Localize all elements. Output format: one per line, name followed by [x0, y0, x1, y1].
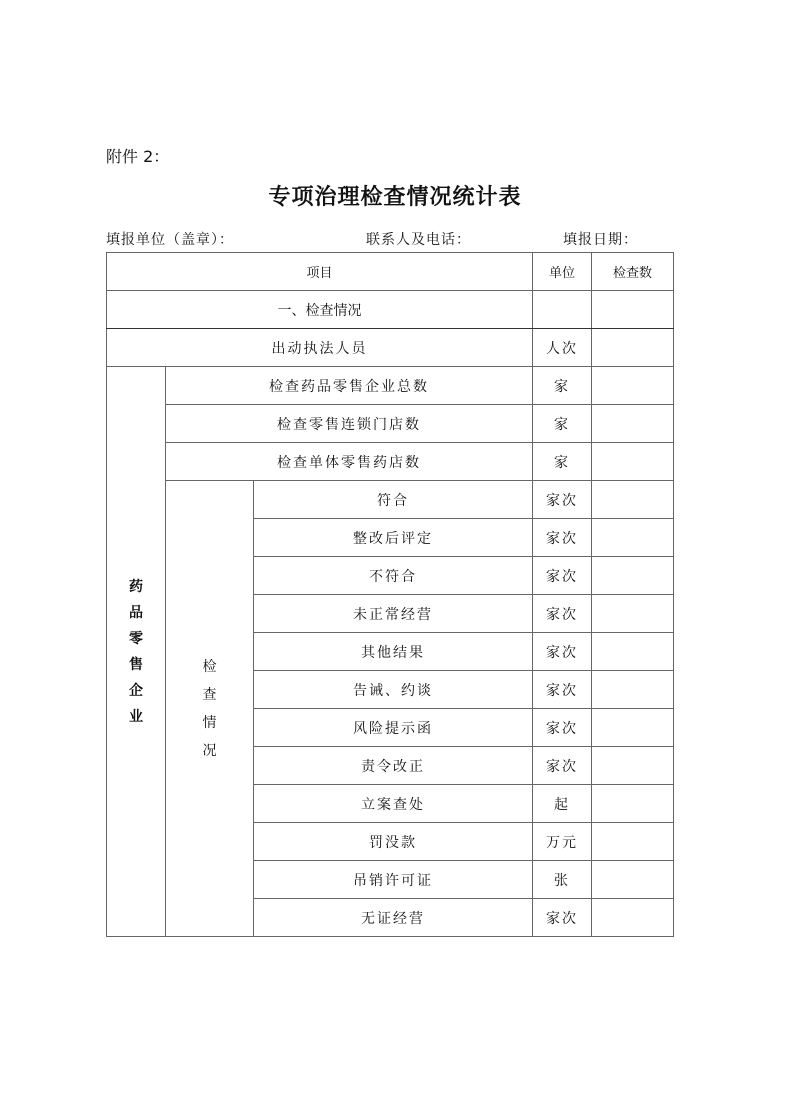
row-label: 其他结果: [254, 633, 533, 671]
row-label: 吊销许可证: [254, 861, 533, 899]
row-unit: 家次: [533, 709, 592, 747]
row-unit: 家次: [533, 671, 592, 709]
row-label: 告诫、约谈: [254, 671, 533, 709]
attachment-label: 附件 2：: [106, 147, 170, 166]
row-count-cell[interactable]: [592, 747, 674, 785]
group-main-text: 药品零售企业: [128, 578, 143, 725]
header-count: 检查数: [592, 253, 674, 291]
row-unit: 家次: [533, 747, 592, 785]
row-unit: 万元: [533, 823, 592, 861]
header-item: 项目: [107, 253, 533, 291]
row-count-cell[interactable]: [592, 595, 674, 633]
row-unit: 家次: [533, 481, 592, 519]
row-label: 未正常经营: [254, 595, 533, 633]
row-count-cell[interactable]: [592, 557, 674, 595]
row-count-cell[interactable]: [592, 405, 674, 443]
row-unit: 家次: [533, 633, 592, 671]
row-unit: 家: [533, 367, 592, 405]
header-unit: 单位: [533, 253, 592, 291]
row-count-cell[interactable]: [592, 519, 674, 557]
row-count-cell[interactable]: [592, 709, 674, 747]
fill-date-label: 填报日期：: [563, 232, 638, 248]
row-label: 罚没款: [254, 823, 533, 861]
section-count-cell[interactable]: [592, 291, 674, 329]
row-unit: 张: [533, 861, 592, 899]
table-row: [107, 367, 674, 405]
row-unit: 家次: [533, 519, 592, 557]
row-label: 立案查处: [254, 785, 533, 823]
page-title: 专项治理检查情况统计表: [268, 184, 522, 210]
row-label: 符合: [254, 481, 533, 519]
row-unit: 人次: [533, 329, 592, 367]
row-unit: 家次: [533, 595, 592, 633]
table-row: [107, 405, 674, 443]
table-row: [107, 443, 674, 481]
row-count-cell[interactable]: [592, 899, 674, 937]
row-count-cell[interactable]: [592, 367, 674, 405]
group-main-label: [107, 367, 166, 937]
table-header-row: [107, 253, 674, 291]
fill-contact-label: 联系人及电话：: [366, 232, 471, 248]
row-label: 责令改正: [254, 747, 533, 785]
group-sub-text: 检查情况: [202, 658, 217, 759]
row-unit: 家次: [533, 557, 592, 595]
row-count-cell[interactable]: [592, 785, 674, 823]
section-title: 一、检查情况: [107, 291, 533, 329]
row-count-cell[interactable]: [592, 481, 674, 519]
row-label: 出动执法人员: [107, 329, 533, 367]
table-row: [107, 481, 674, 519]
statistics-table: [106, 252, 674, 937]
fill-unit-label: 填报单位（盖章）：: [106, 232, 234, 248]
row-count-cell[interactable]: [592, 861, 674, 899]
table-row: [107, 329, 674, 367]
row-unit: 家: [533, 443, 592, 481]
section-unit-cell: [533, 291, 592, 329]
row-count-cell[interactable]: [592, 443, 674, 481]
section-row: [107, 291, 674, 329]
row-label: 无证经营: [254, 899, 533, 937]
row-count-cell[interactable]: [592, 671, 674, 709]
row-count-cell[interactable]: [592, 823, 674, 861]
group-sub-label: [166, 481, 254, 937]
row-label: 不符合: [254, 557, 533, 595]
row-unit: 家次: [533, 899, 592, 937]
row-label: 检查零售连锁门店数: [166, 405, 533, 443]
row-label: 检查单体零售药店数: [166, 443, 533, 481]
fill-fields: [0, 229, 790, 249]
row-count-cell[interactable]: [592, 329, 674, 367]
row-unit: 家: [533, 405, 592, 443]
row-count-cell[interactable]: [592, 633, 674, 671]
row-label: 整改后评定: [254, 519, 533, 557]
row-label: 检查药品零售企业总数: [166, 367, 533, 405]
row-label: 风险提示函: [254, 709, 533, 747]
row-unit: 起: [533, 785, 592, 823]
